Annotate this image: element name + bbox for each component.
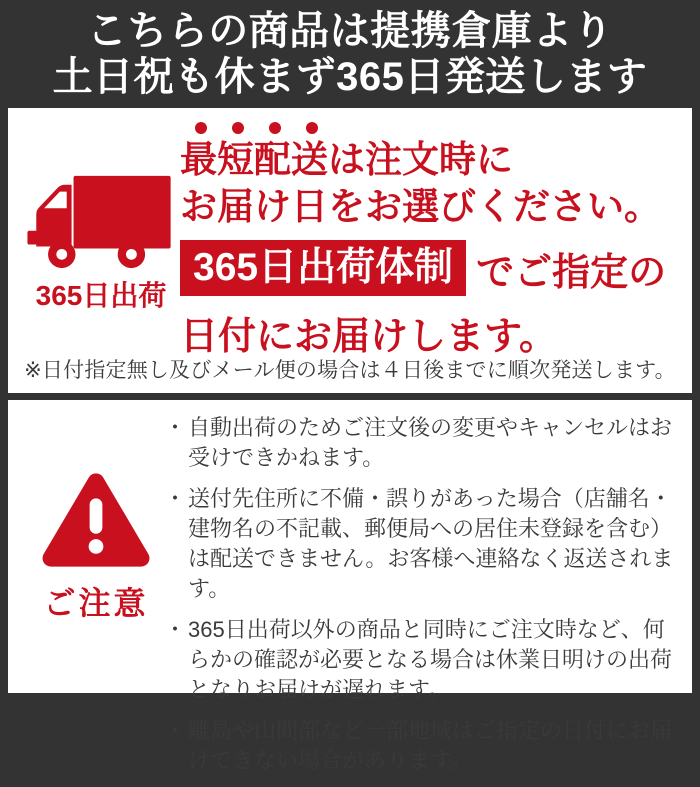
warning-triangle-icon bbox=[30, 466, 162, 570]
caution-item bbox=[164, 716, 680, 776]
caution-column bbox=[30, 466, 162, 624]
emphasis-dot-icon bbox=[232, 122, 244, 134]
after-highlight-text: でご指定の bbox=[476, 251, 667, 294]
caution-list bbox=[164, 413, 680, 787]
emphasis-dot-icon bbox=[306, 122, 318, 134]
truck-column bbox=[20, 170, 182, 314]
delivery-truck-icon bbox=[20, 170, 182, 272]
bullet-marker: ・ bbox=[164, 718, 187, 743]
delivery-note: ※日付指定無し及びメール便の場合は４日後までに順次発送します。 bbox=[24, 359, 676, 382]
caution-item-text: 送付先住所に不備・誤りがあった場合（店舗名・建物名の不記載、郵便局への居住未登録を含む）は配送できません。お客様へ連絡なく返送されます。 bbox=[188, 486, 674, 601]
caution-item bbox=[164, 615, 680, 705]
delivery-heading-line-3 bbox=[180, 240, 666, 296]
caution-item-text: 自動出荷のためご注文後の変更やキャンセルはお受けできかねます。 bbox=[188, 415, 673, 470]
highlight-badge: 365日出荷体制 bbox=[180, 240, 466, 296]
delivery-heading-line-1: 最短配送は注文時に bbox=[180, 139, 513, 180]
bullet-marker: ・ bbox=[164, 486, 187, 511]
header-line-2: 土日祝も休まず365日発送します bbox=[52, 55, 648, 99]
caution-item-text: 離島や山間部など一部地域はご指定の日付にお届けできない場合があります。 bbox=[188, 718, 673, 773]
caution-item bbox=[164, 413, 680, 473]
delivery-panel bbox=[8, 108, 692, 393]
delivery-message bbox=[180, 120, 666, 360]
caution-item-text: 365日出荷以外の商品と同時にご注文時など、何らかの確認が必要となる場合は休業日明けの出荷となりお届けが遅れます。 bbox=[188, 617, 673, 702]
caution-panel bbox=[8, 400, 692, 773]
caution-label: ご注意 bbox=[43, 585, 149, 621]
caution-item bbox=[164, 484, 680, 604]
bullet-marker: ・ bbox=[164, 415, 187, 440]
emphasis-dot-icon bbox=[269, 122, 281, 134]
header-line-1: こちらの商品は提携倉庫より bbox=[86, 9, 614, 53]
delivery-heading-line-2: お届け日をお選びください。 bbox=[180, 186, 661, 227]
bullet-marker: ・ bbox=[164, 617, 187, 642]
truck-label: 365日出荷 bbox=[35, 280, 167, 311]
emphasis-dot-icon bbox=[195, 122, 207, 134]
emphasis-dots bbox=[182, 120, 666, 136]
header-banner bbox=[0, 0, 700, 108]
delivery-heading-line-4: 日付にお届けします。 bbox=[180, 316, 557, 358]
